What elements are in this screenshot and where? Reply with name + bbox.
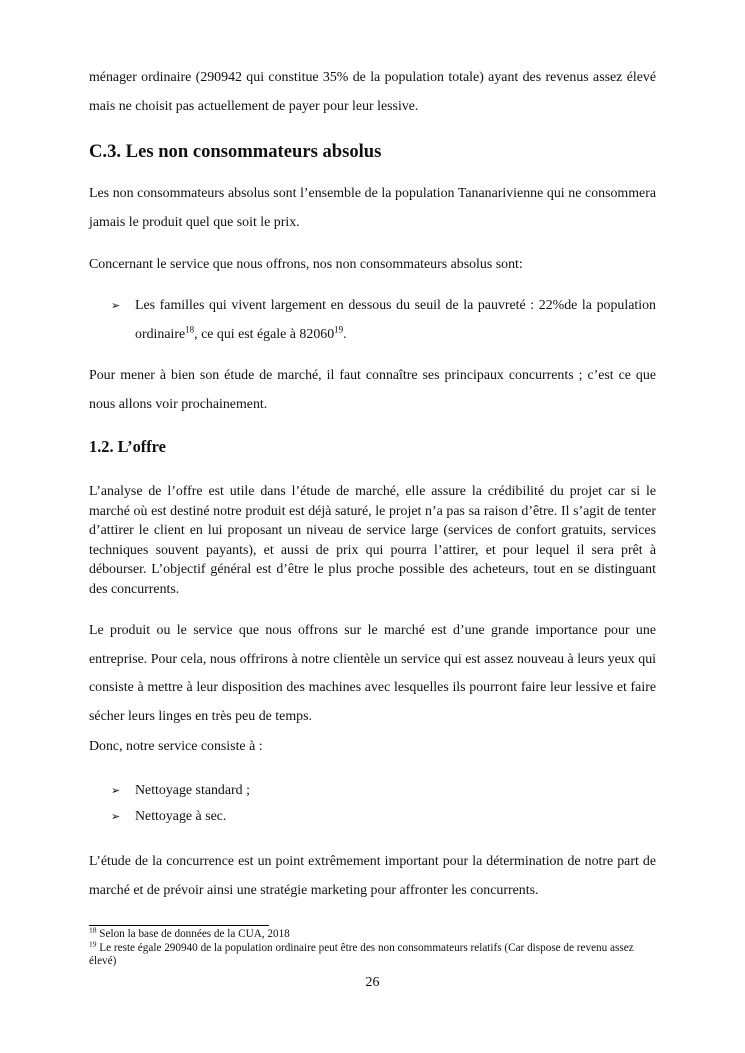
footnotes bbox=[89, 925, 656, 969]
arrow-bullet-icon: ➢ bbox=[111, 785, 121, 797]
footnote-ref-18: 18 bbox=[185, 323, 195, 334]
paragraph-absolute-nonconsumers: Les non consommateurs absolus sont l’ensemble de la population Tananarivienne qui ne consommera jamais le produit quel que soit le prix. bbox=[89, 186, 656, 230]
footnote-ref-19: 19 bbox=[334, 323, 344, 334]
bullet-item-standard: ➢ Nettoyage standard ; bbox=[135, 778, 656, 804]
bullet-text: Les familles qui vivent largement en dessous du seuil de la pauvreté : 22%de la population ordinaire$^{18}$, ce qui est égale à 82060$^{19}$. bbox=[135, 298, 656, 342]
paragraph-continuation: ménager ordinaire (290942 qui constitue 35% de la population totale) ayant des revenus assez élevé mais ne choisit pas actuellement de payer pour leur lessive. bbox=[89, 70, 656, 114]
paragraph-offer-analysis: L’analyse de l’offre est utile dans l’étude de marché, elle assure la crédibilité du projet car si le marché où est destiné notre produit est déjà saturé, le projet n’a pas sa raison d’être. Il s’agit de tenter d’attirer le client en lui proposant un niveau de service large (services de confort gratuits, services techniques souvent payants), et aussi de prix qui pourra l’attirer, et pour lequel il sera prêt à débourser. L’objectif général est d’être le plus proche possible des acheteurs, tout en se distinguant des concurrents. bbox=[89, 484, 656, 597]
bullet-item-dry-clean: ➢ Nettoyage à sec. bbox=[135, 804, 656, 830]
arrow-bullet-icon: ➢ bbox=[111, 300, 121, 312]
footnote-18: $^{18}$ Selon la base de données de la CUA, 2018 bbox=[89, 925, 290, 940]
paragraph-competitors-intro: Pour mener à bien son étude de marché, il faut connaître ses principaux concurrents ; c’est ce que nous allons voir prochainement. bbox=[89, 368, 656, 412]
bullet-item-poor-families bbox=[89, 292, 656, 349]
paragraph-service-consists: Donc, notre service consiste à : bbox=[89, 739, 263, 754]
paragraph-product-service: Le produit ou le service que nous offrons sur le marché est d’une grande importance pour une entreprise. Pour cela, nous offrirons à notre clientèle un service qui est assez nouveau à leurs yeux qui consiste à mettre à leur disposition des machines avec lesquelles ils pourront faire leur lessive et faire sécher leurs linges en très peu de temps. bbox=[89, 623, 656, 724]
heading-c3: C.3. Les non consommateurs absolus bbox=[89, 141, 382, 162]
page-number: 26 bbox=[365, 975, 380, 990]
paragraph-service-intro: Concernant le service que nous offrons, nos non consommateurs absolus sont: bbox=[89, 257, 523, 272]
footnote-19: $^{19}$ Le reste égale 290940 de la population ordinaire peut être des non consommateurs relatifs (Car dispose de revenu assez élevé) bbox=[89, 938, 634, 967]
footnote-divider bbox=[89, 925, 269, 926]
paragraph-competition-study: L’étude de la concurrence est un point extrêmement important pour la détermination de notre part de marché et de prévoir ainsi une stratégie marketing pour affronter les concurrents. bbox=[89, 854, 656, 898]
arrow-bullet-icon: ➢ bbox=[111, 811, 121, 823]
heading-offer: 1.2. L’offre bbox=[89, 437, 166, 456]
bullet-list-services bbox=[89, 778, 656, 830]
